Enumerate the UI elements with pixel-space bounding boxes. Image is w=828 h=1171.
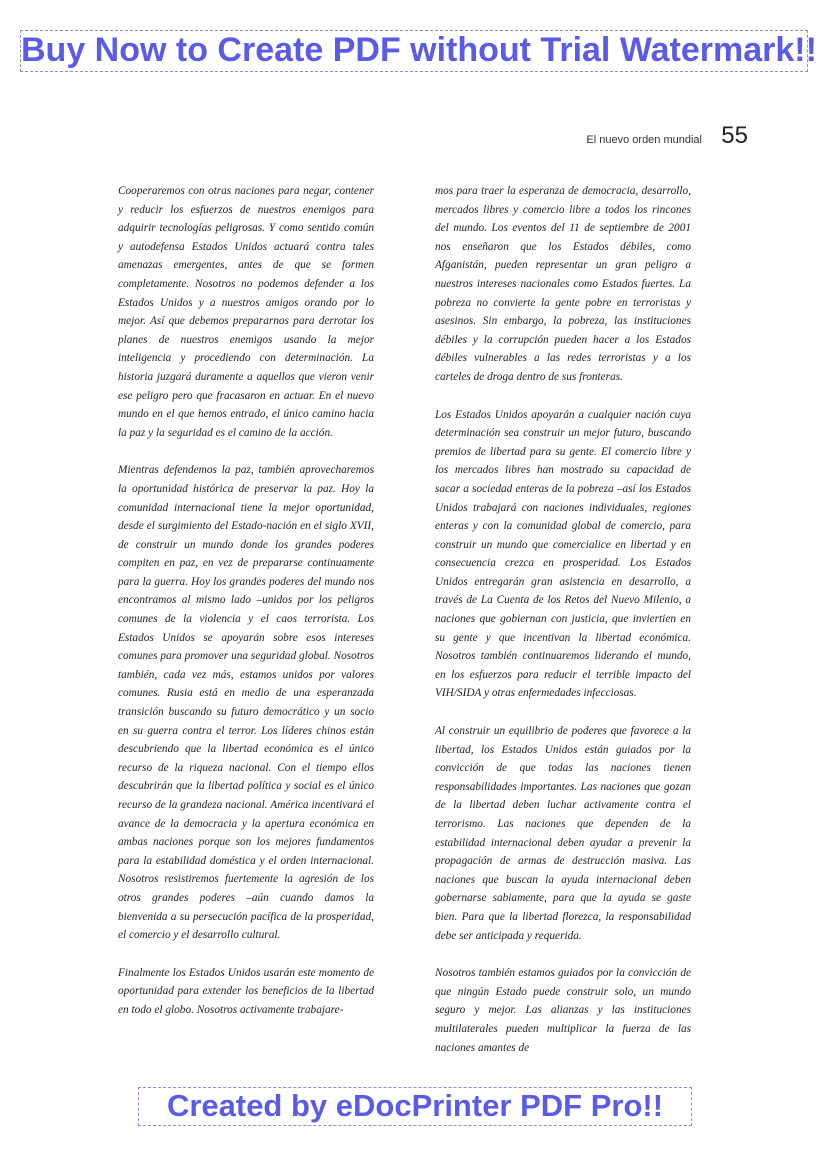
left-column bbox=[118, 182, 374, 1039]
paragraph: Nosotros también estamos guiados por la convicción de que ningún Estado puede construir solo, un mundo seguro y mejor. Las alianzas y las instituciones multilaterales pueden multiplicar la fuerza de las naciones amantes de bbox=[435, 967, 691, 1054]
paragraph: Mientras defendemos la paz, también aprovecharemos la oportunidad histórica de preservar la paz. Hoy la comunidad internacional tiene la mejor oportunidad, desde el surgimiento del Estado-nación en el siglo XVII, de construir un mundo donde los grandes poderes compiten en paz, en vez de prepararse continuamente para la guerra. Hoy los grandes poderes del mundo nos encontramos al mismo lado –unidos por los peligros comunes de la violencia y el caos terrorista. Los Estados Unidos se apoyarán sobre esos intereses comunes para promover una seguridad global. Nosotros también, cada vez más, estamos unidos por valores comunes. Rusia está en medio de una esperanzada transición buscando su futuro democrático y un socio en su guerra contra el terror. Los líderes chinos están descubriendo que la libertad económica es el único recurso de la riqueza nacional. Con el tiempo ellos descubrirán que la libertad política y social es el único recurso de la grandeza nacional. América incentivará el avance de la democracia y la apertura económica en ambas naciones porque son los mejores fundamentos para la estabilidad doméstica y el orden internacional. Nosotros resistiremos fuertemente la agresión de los otros grandes poderes –aún cuando damos la bienvenida a su persecución pacífica de la prosperidad, el comercio y el desarrollo cultural. bbox=[118, 464, 374, 942]
page-number: 55 bbox=[721, 122, 748, 149]
paragraph: Cooperaremos con otras naciones para negar, contener y reducir los esfuerzos de nuestros enemigos para adquirir tecnologías peligrosas. Y como sentido común y autodefensa Estados Unidos actuará contra tales amenazas emergentes, antes de que se formen completamente. Nosotros no podemos defender a los Estados Unidos y a nuestros amigos orando por lo mejor. Así que debemos prepararnos para derrotar los planes de nuestros enemigos usando la mejor inteligencia y procediendo con determinación. La historia juzgará duramente a aquellos que vieron venir ese peligro pero que fracasaron en actuar. En el nuevo mundo en el que hemos entrado, el único camino hacia la paz y la seguridad es el camino de la acción. bbox=[118, 185, 374, 439]
paragraph: Los Estados Unidos apoyarán a cualquier nación cuya determinación sea construir un mejor futuro, buscando premios de libertad para su gente. El comercio libre y los mercados libres han mostrado su capacidad de sacar a sociedad enteras de la pobreza –así los Estados Unidos trabajará con naciones individuales, regiones enteras y con la comunidad global de comercio, para construir un mundo que comercialice en libertad y en consecuencia crezca en prosperidad. Los Estados Unidos entregarán gran asistencia en desarrollo, a través de La Cuenta de los Retos del Nuevo Milenio, a naciones que gobiernan con justicia, que inviertien en su gente y que incentivan la libertad económica. Nosotros también continuaremos liderando el mundo, en los esfuerzos para reducir el terrible impacto del VIH/SIDA y otras enfermedades infecciosas. bbox=[435, 408, 691, 700]
paragraph: mos para traer la esperanza de democracia, desarrollo, mercados libres y comercio libre a todos los rincones del mundo. Los eventos del 11 de septiembre de 2001 nos enseñaron que los Estados débiles, como Afganistán, pueden representar un gran peligro a nuestros intereses nacionales como Estados fuertes. La pobreza no convierte la gente pobre en terroristas y asesinos. Sin embargo, la pobreza, las instituciones débiles y la corrupción pueden hacer a los Estados débiles vulnerables a las redes terroristas y a los carteles de droga dentro de sus fronteras. bbox=[435, 185, 691, 383]
trial-watermark-top: Buy Now to Create PDF without Trial Watermark!! bbox=[20, 30, 808, 72]
trial-watermark-bottom: Created by eDocPrinter PDF Pro!! bbox=[138, 1087, 692, 1126]
running-head: El nuevo orden mundial bbox=[586, 134, 702, 146]
paragraph: Al construir un equilibrio de poderes que favorece a la libertad, los Estados Unidos están guiados por la convicción de que todas las naciones tienen responsabilidades importantes. Las naciones que gozan de la libertad deben luchar activamente contra el terrorismo. Las naciones que dependen de la estabilidad internacional deben ayudar a prevenir la propagación de armas de destrucción masiva. Las naciones que buscan la ayuda internacional deben gobernarse sabiamente, para que la ayuda se gaste bien. Para que la libertad florezca, la responsabilidad debe ser anticipada y requerida. bbox=[435, 725, 691, 942]
right-column bbox=[435, 182, 691, 1076]
paragraph: Finalmente los Estados Unidos usarán este momento de oportunidad para extender los beneficios de la libertad en todo el globo. Nosotros activamente trabajare- bbox=[118, 966, 374, 1016]
